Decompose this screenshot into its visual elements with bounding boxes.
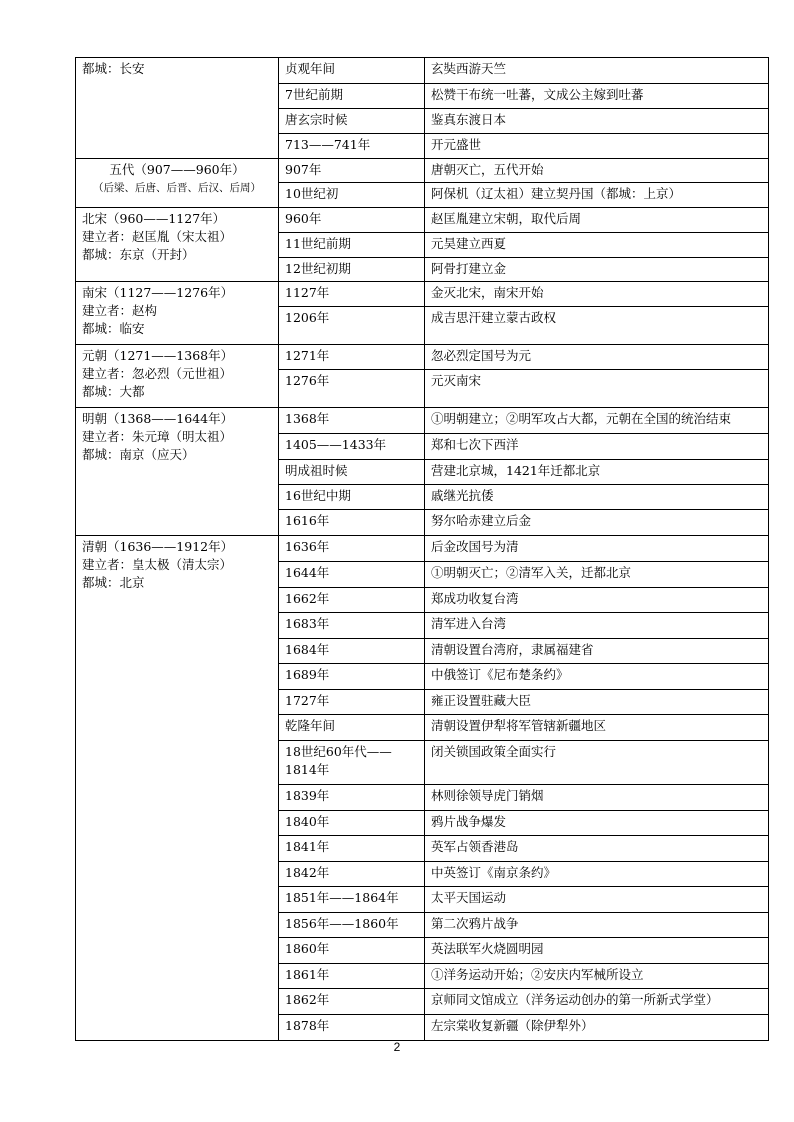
period-cell: 1271年	[279, 345, 425, 370]
dynasty-info: 都城：长安	[82, 61, 145, 76]
event-cell: ①洋务运动开始；②安庆内军械所设立	[425, 964, 769, 989]
period-cell: 1878年	[279, 1015, 425, 1041]
event-cell: 京师同文馆成立（洋务运动创办的第一所新式学堂）	[425, 989, 769, 1015]
period-cell: 10世纪初	[279, 183, 425, 208]
event-cell: 努尔哈赤建立后金	[425, 510, 769, 536]
event-cell: 元昊建立西夏	[425, 233, 769, 258]
period-cell: 18世纪60年代——1814年	[279, 741, 425, 785]
dynasty-cell-five-dynasties	[76, 159, 279, 208]
event-cell: 戚继光抗倭	[425, 485, 769, 510]
table-row	[76, 536, 769, 562]
event-cell: 闭关锁国政策全面实行	[425, 741, 769, 785]
event-cell: 鸦片战争爆发	[425, 811, 769, 836]
event-cell: 中英签订《南京条约》	[425, 862, 769, 887]
event-cell: 清朝设置伊犁将军管辖新疆地区	[425, 715, 769, 741]
event-cell: 玄奘西游天竺	[425, 58, 769, 84]
event-cell: 成吉思汗建立蒙古政权	[425, 307, 769, 345]
period-cell: 1368年	[279, 408, 425, 434]
table-row	[76, 282, 769, 307]
event-cell: 忽必烈定国号为元	[425, 345, 769, 370]
table-row	[76, 345, 769, 370]
dynasty-cell-yuan	[76, 345, 279, 408]
dynasty-founder: 建立者：赵匡胤（宋太祖）	[82, 229, 233, 244]
event-cell: 金灭北宋，南宋开始	[425, 282, 769, 307]
period-cell: 7世纪前期	[279, 84, 425, 109]
dynasty-founder: 建立者：朱元璋（明太祖）	[82, 429, 233, 444]
event-cell: 清朝设置台湾府，隶属福建省	[425, 639, 769, 664]
dynasty-capital: 都城：南京（应天）	[82, 447, 195, 462]
dynasty-note: （后梁、后唐、后晋、后汉、后周）	[93, 182, 261, 194]
period-cell: 1840年	[279, 811, 425, 836]
event-cell: 左宗棠收复新疆（除伊犁外）	[425, 1015, 769, 1041]
period-cell: 1861年	[279, 964, 425, 989]
period-cell: 960年	[279, 208, 425, 233]
table-row	[76, 58, 769, 84]
table-row	[76, 408, 769, 434]
period-cell: 713——741年	[279, 134, 425, 159]
period-cell: 乾隆年间	[279, 715, 425, 741]
period-cell: 1644年	[279, 562, 425, 588]
period-cell: 907年	[279, 159, 425, 183]
period-cell: 1851年——1864年	[279, 887, 425, 913]
dynasty-cell-qing	[76, 536, 279, 1041]
event-cell: ①明朝建立；②明军攻占大都，元朝在全国的统治结束	[425, 408, 769, 434]
period-cell: 1727年	[279, 690, 425, 715]
period-cell: 1842年	[279, 862, 425, 887]
period-cell: 1127年	[279, 282, 425, 307]
dynasty-cell-tang	[76, 58, 279, 159]
period-cell: 1405——1433年	[279, 434, 425, 460]
event-cell: 中俄签订《尼布楚条约》	[425, 664, 769, 690]
event-cell: 郑和七次下西洋	[425, 434, 769, 460]
event-cell: 太平天国运动	[425, 887, 769, 913]
period-cell: 明成祖时候	[279, 460, 425, 485]
event-cell: 英法联军火烧圆明园	[425, 938, 769, 964]
event-cell: 清军进入台湾	[425, 613, 769, 639]
event-cell: 后金改国号为清	[425, 536, 769, 562]
period-cell: 12世纪初期	[279, 258, 425, 282]
history-timeline-table	[75, 57, 769, 1041]
table-row	[76, 159, 769, 183]
event-cell: 松赞干布统一吐蕃，文成公主嫁到吐蕃	[425, 84, 769, 109]
dynasty-capital: 都城：北京	[82, 575, 145, 590]
event-cell: 鉴真东渡日本	[425, 109, 769, 134]
period-cell: 1636年	[279, 536, 425, 562]
dynasty-founder: 建立者：赵构	[82, 303, 158, 318]
table-row	[76, 208, 769, 233]
period-cell: 1662年	[279, 588, 425, 613]
period-cell: 16世纪中期	[279, 485, 425, 510]
event-cell: 第二次鸦片战争	[425, 913, 769, 938]
period-cell: 1860年	[279, 938, 425, 964]
dynasty-name: 五代（907——960年）	[109, 162, 245, 177]
dynasty-cell-ming	[76, 408, 279, 536]
event-cell: 林则徐领导虎门销烟	[425, 785, 769, 811]
period-cell: 1616年	[279, 510, 425, 536]
dynasty-capital: 都城：大都	[82, 384, 145, 399]
period-cell: 唐玄宗时候	[279, 109, 425, 134]
dynasty-name: 南宋（1127——1276年）	[82, 285, 234, 300]
dynasty-founder: 建立者：忽必烈（元世祖）	[82, 366, 233, 381]
dynasty-cell-northern-song	[76, 208, 279, 282]
event-cell: 阿骨打建立金	[425, 258, 769, 282]
period-cell: 1862年	[279, 989, 425, 1015]
event-cell: 阿保机（辽太祖）建立契丹国（都城：上京）	[425, 183, 769, 208]
period-cell: 1206年	[279, 307, 425, 345]
event-cell: 唐朝灭亡，五代开始	[425, 159, 769, 183]
page-number: 2	[393, 1040, 401, 1054]
period-cell: 1856年——1860年	[279, 913, 425, 938]
event-cell: 赵匡胤建立宋朝，取代后周	[425, 208, 769, 233]
event-cell: 英军占领香港岛	[425, 836, 769, 862]
dynasty-name: 明朝（1368——1644年）	[82, 411, 234, 426]
dynasty-capital: 都城：临安	[82, 321, 145, 336]
dynasty-name: 元朝（1271——1368年）	[82, 348, 234, 363]
dynasty-cell-southern-song	[76, 282, 279, 345]
event-cell: 开元盛世	[425, 134, 769, 159]
dynasty-founder: 建立者：皇太极（清太宗）	[82, 557, 233, 572]
event-cell: 营建北京城，1421年迁都北京	[425, 460, 769, 485]
period-cell: 1839年	[279, 785, 425, 811]
dynasty-name: 清朝（1636——1912年）	[82, 539, 234, 554]
period-cell: 贞观年间	[279, 58, 425, 84]
period-cell: 11世纪前期	[279, 233, 425, 258]
dynasty-name: 北宋（960——1127年）	[82, 211, 226, 226]
period-cell: 1689年	[279, 664, 425, 690]
period-cell: 1683年	[279, 613, 425, 639]
period-cell: 1276年	[279, 370, 425, 408]
event-cell: ①明朝灭亡；②清军入关，迁都北京	[425, 562, 769, 588]
dynasty-capital: 都城：东京（开封）	[82, 247, 195, 262]
event-cell: 元灭南宋	[425, 370, 769, 408]
event-cell: 郑成功收复台湾	[425, 588, 769, 613]
event-cell: 雍正设置驻藏大臣	[425, 690, 769, 715]
period-cell: 1841年	[279, 836, 425, 862]
period-cell: 1684年	[279, 639, 425, 664]
